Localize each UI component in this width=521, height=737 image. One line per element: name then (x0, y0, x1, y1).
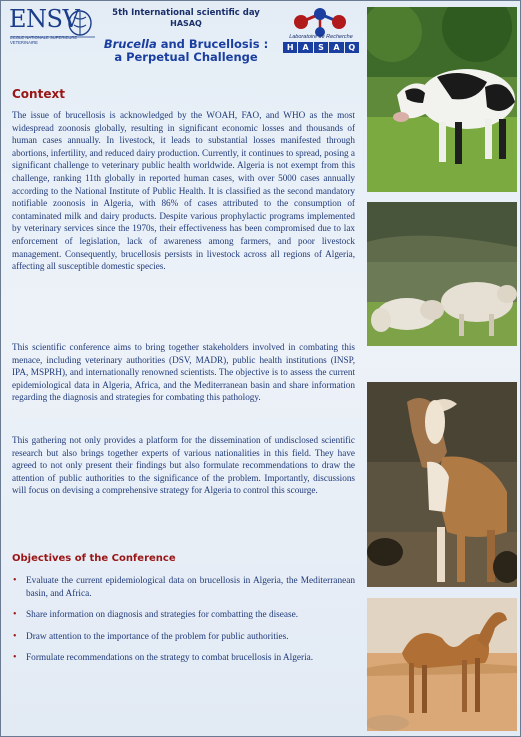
lab-logo-name (283, 42, 359, 53)
sheep-photo (367, 202, 517, 346)
objective-item: • Formulate recommendations on the strategy to combat brucellosis in Algeria. (12, 652, 355, 665)
conference-title (101, 38, 271, 64)
conference-title-line2: a Perpetual Challenge (114, 50, 258, 64)
header (1, 1, 363, 69)
lab-logo-caption: Laboratoire de Recherche (289, 34, 353, 40)
goat-image (367, 382, 517, 587)
context-paragraph-1: The issue of brucellosis is acknowledged by the WOAH, FAO, and WHO as the most widespread zoonosis globally, resulting in significant economic losses and thousands of human cases annually. In livestock, it leads to substantial losses manifested through abortions, infertility, and reduced dairy production. Currently, it continues to spread, posing a significant challenge to veterinary public health worldwide. Algeria is not exempt from this challenge, ranking 11th globally in reported human cases, with over 5000 cases annually according to the National Institute of Public Health. It is classified as the second mandatory notifiable zoonosis in Algeria, with 86% of cases attributed to the consumption of contaminated milk and dairy products. Despite various prophylactic programs implemented by veterinary services since the 1970s, their effectiveness has been compromised due to lax enforcement of legislation, lack of awareness among farmers, and poor livestock management. Consequently, brucellosis persists in livestock across all regions of Algeria, affecting all susceptible domestic species. (12, 110, 355, 272)
lab-letter: Q (345, 42, 359, 53)
objectives-list (12, 575, 355, 674)
conference-title-genus: Brucella (103, 37, 157, 51)
sheep-image (367, 202, 517, 346)
event-name: 5th International scientific day (112, 8, 260, 18)
ensv-logo-subtitle: ECOLE NATIONALE SUPERIEURE VETERINAIRE (10, 35, 78, 46)
context-paragraph-2: This scientific conference aims to bring together stakeholders involved in combating this menace, including veterinary authorities (DSV, MADR), public health institutions (INSP, IPA, MSPRH), and internationally renowned scientists. The objective is to assess the current epidemiological data in Algeria, Africa, and the Mediterranean basin and share information regarding the diagnosis and strategies for combating this pathology. (12, 342, 355, 403)
context-paragraph-3: This gathering not only provides a platform for the dissemination of undisclosed scientific research but also brings together experts of various nationalities in this field. They have agreed to not only present their findings but also formulate recommendations to draw the attention of public authorities to the significance of the problem. Importantly, discussions will focus on devising a comprehensive strategy for Algeria to control this scourge. (12, 435, 355, 496)
cow-photo (367, 7, 517, 192)
objectives-heading: Objectives of the Conference (12, 553, 176, 564)
lab-letter: A (329, 42, 343, 53)
lab-letter: A (298, 42, 312, 53)
context-heading: Context (12, 87, 65, 101)
conference-title-rest: and Brucellosis : (156, 37, 269, 51)
lab-letter: S (314, 42, 328, 53)
event-organizer: HASAQ (170, 19, 202, 28)
text-column (1, 1, 363, 736)
objective-item: • Share information on diagnosis and strategies for combatting the disease. (12, 609, 355, 622)
objective-item: • Evaluate the current epidemiological data on brucellosis in Algeria, the Mediterranean basin, and Africa. (12, 575, 355, 600)
goat-photo (367, 382, 517, 587)
ensv-logo-text: ENSV (9, 5, 80, 33)
lab-letter: H (283, 42, 297, 53)
objective-item: • Draw attention to the importance of the problem for public authorities. (12, 631, 355, 644)
camel-photo (367, 598, 517, 731)
cow-image (367, 7, 517, 192)
camel-image (367, 598, 517, 731)
